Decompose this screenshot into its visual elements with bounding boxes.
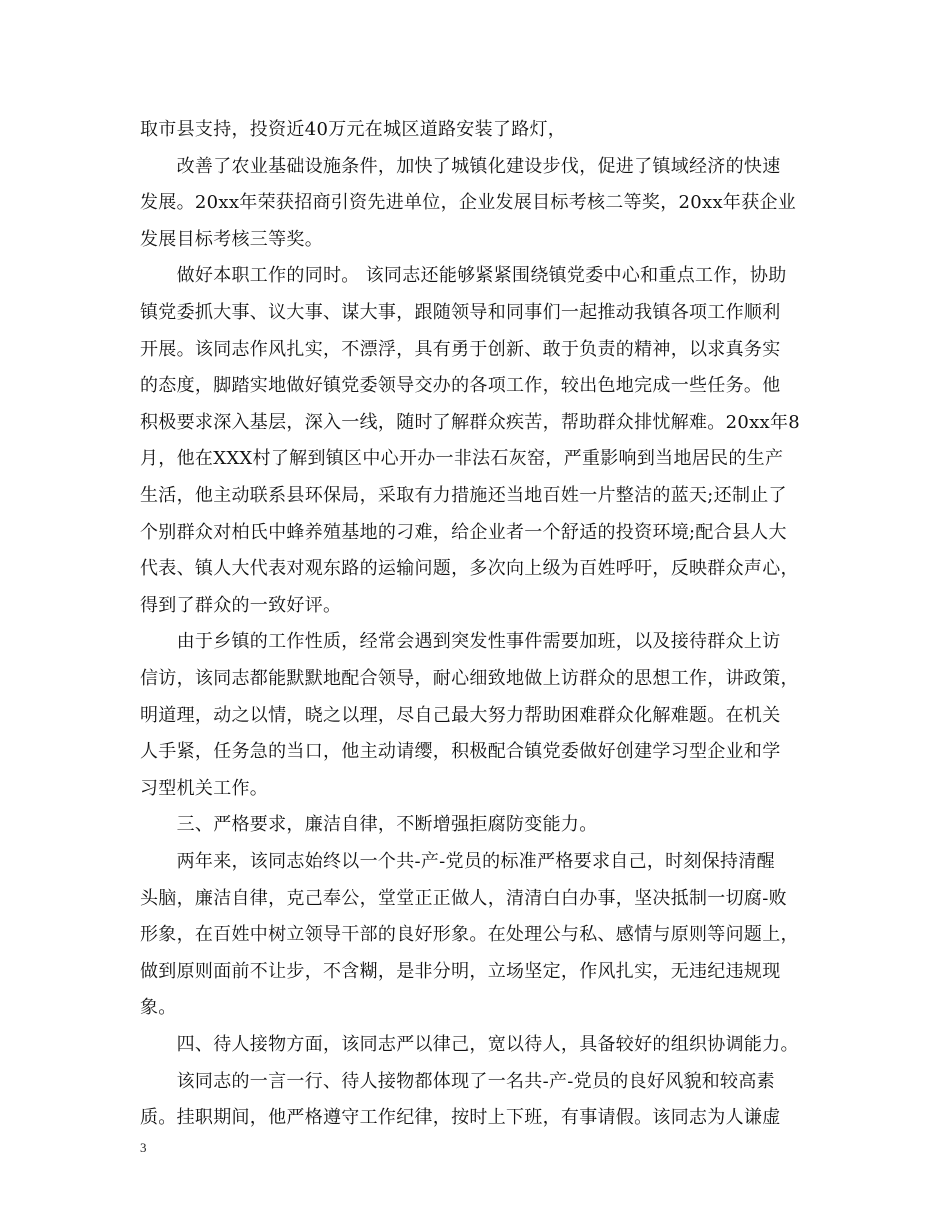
text-line: 明道理，动之以情，晓之以理，尽自己最大努力帮助困难群众化解难题。在机关 xyxy=(140,705,781,726)
text-line: 头脑，廉洁自律，克己奉公，堂堂正正做人，清清白白办事，坚决抵制一切腐-败 xyxy=(140,888,787,909)
text-line: 三、严格要求，廉洁自律，不断增强拒腐防变能力。 xyxy=(140,814,598,835)
text-line: 做到原则面前不让步，不含糊，是非分明，立场坚定，作风扎实，无违纪违规现 xyxy=(140,961,781,982)
text-line: 习型机关工作。 xyxy=(140,778,269,799)
text-line: 镇党委抓大事、议大事、谋大事，跟随领导和同事们一起推动我镇各项工作顺利 xyxy=(140,302,781,323)
text-line: 积极要求深入基层，深入一线，随时了解群众疾苦，帮助群众排忧解难。20xx年8 xyxy=(140,412,801,433)
text-line: 得到了群众的一致好评。 xyxy=(140,595,342,616)
text-line: 形象，在百姓中树立领导干部的良好形象。在处理公与私、感情与原则等问题上， xyxy=(140,924,799,945)
text-line: 发展。20xx年荣获招商引资先进单位，企业发展目标考核二等奖，20xx年获企业 xyxy=(140,192,797,213)
text-line: 质。挂职期间，他严格遵守工作纪律，按时上下班，有事请假。该同志为人谦虚 xyxy=(140,1107,781,1128)
text-line: 信访，该同志都能默默地配合领导，耐心细致地做上访群众的思想工作，讲政策， xyxy=(140,668,799,689)
text-line: 代表、镇人大代表对观东路的运输问题，多次向上级为百姓呼吁，反映群众声心， xyxy=(140,558,799,579)
text-line: 由于乡镇的工作性质，经常会遇到突发性事件需要加班，以及接待群众上访 xyxy=(140,631,781,652)
text-line: 改善了农业基础设施条件，加快了城镇化建设步伐，促进了镇域经济的快速 xyxy=(140,156,781,177)
text-line: 人手紧，任务急的当口，他主动请缨，积极配合镇党委做好创建学习型企业和学 xyxy=(140,741,781,762)
text-line: 象。 xyxy=(140,997,177,1018)
text-line: 月，他在XXX村了解到镇区中心开办一非法石灰窑，严重影响到当地居民的生产 xyxy=(140,448,784,469)
text-line: 做好本职工作的同时。 该同志还能够紧紧围绕镇党委中心和重点工作，协助 xyxy=(140,265,787,286)
text-line: 四、待人接物方面，该同志严以律己，宽以待人，具备较好的组织协调能力。 xyxy=(140,1034,799,1055)
text-line: 取市县支持，投资近40万元在城区道路安装了路灯， xyxy=(140,119,567,140)
text-line: 两年来，该同志始终以一个共-产-党员的标准严格要求自己，时刻保持清醒 xyxy=(140,851,775,872)
text-line: 发展目标考核三等奖。 xyxy=(140,229,323,250)
text-line: 开展。该同志作风扎实，不漂浮，具有勇于创新、敢于负责的精神，以求真务实 xyxy=(140,339,781,360)
text-line: 的态度，脚踏实地做好镇党委领导交办的各项工作，较出色地完成一些任务。他 xyxy=(140,375,781,396)
text-line: 个别群众对柏氏中蜂养殖基地的刁难，给企业者一个舒适的投资环境;配合县人大 xyxy=(140,522,787,543)
page-number: 3 xyxy=(140,1140,147,1155)
text-line: 生活，他主动联系县环保局，采取有力措施还当地百姓一片整洁的蓝天;还制止了 xyxy=(140,485,787,506)
text-line: 该同志的一言一行、待人接物都体现了一名共-产-党员的良好风貌和较高素 xyxy=(140,1071,775,1092)
